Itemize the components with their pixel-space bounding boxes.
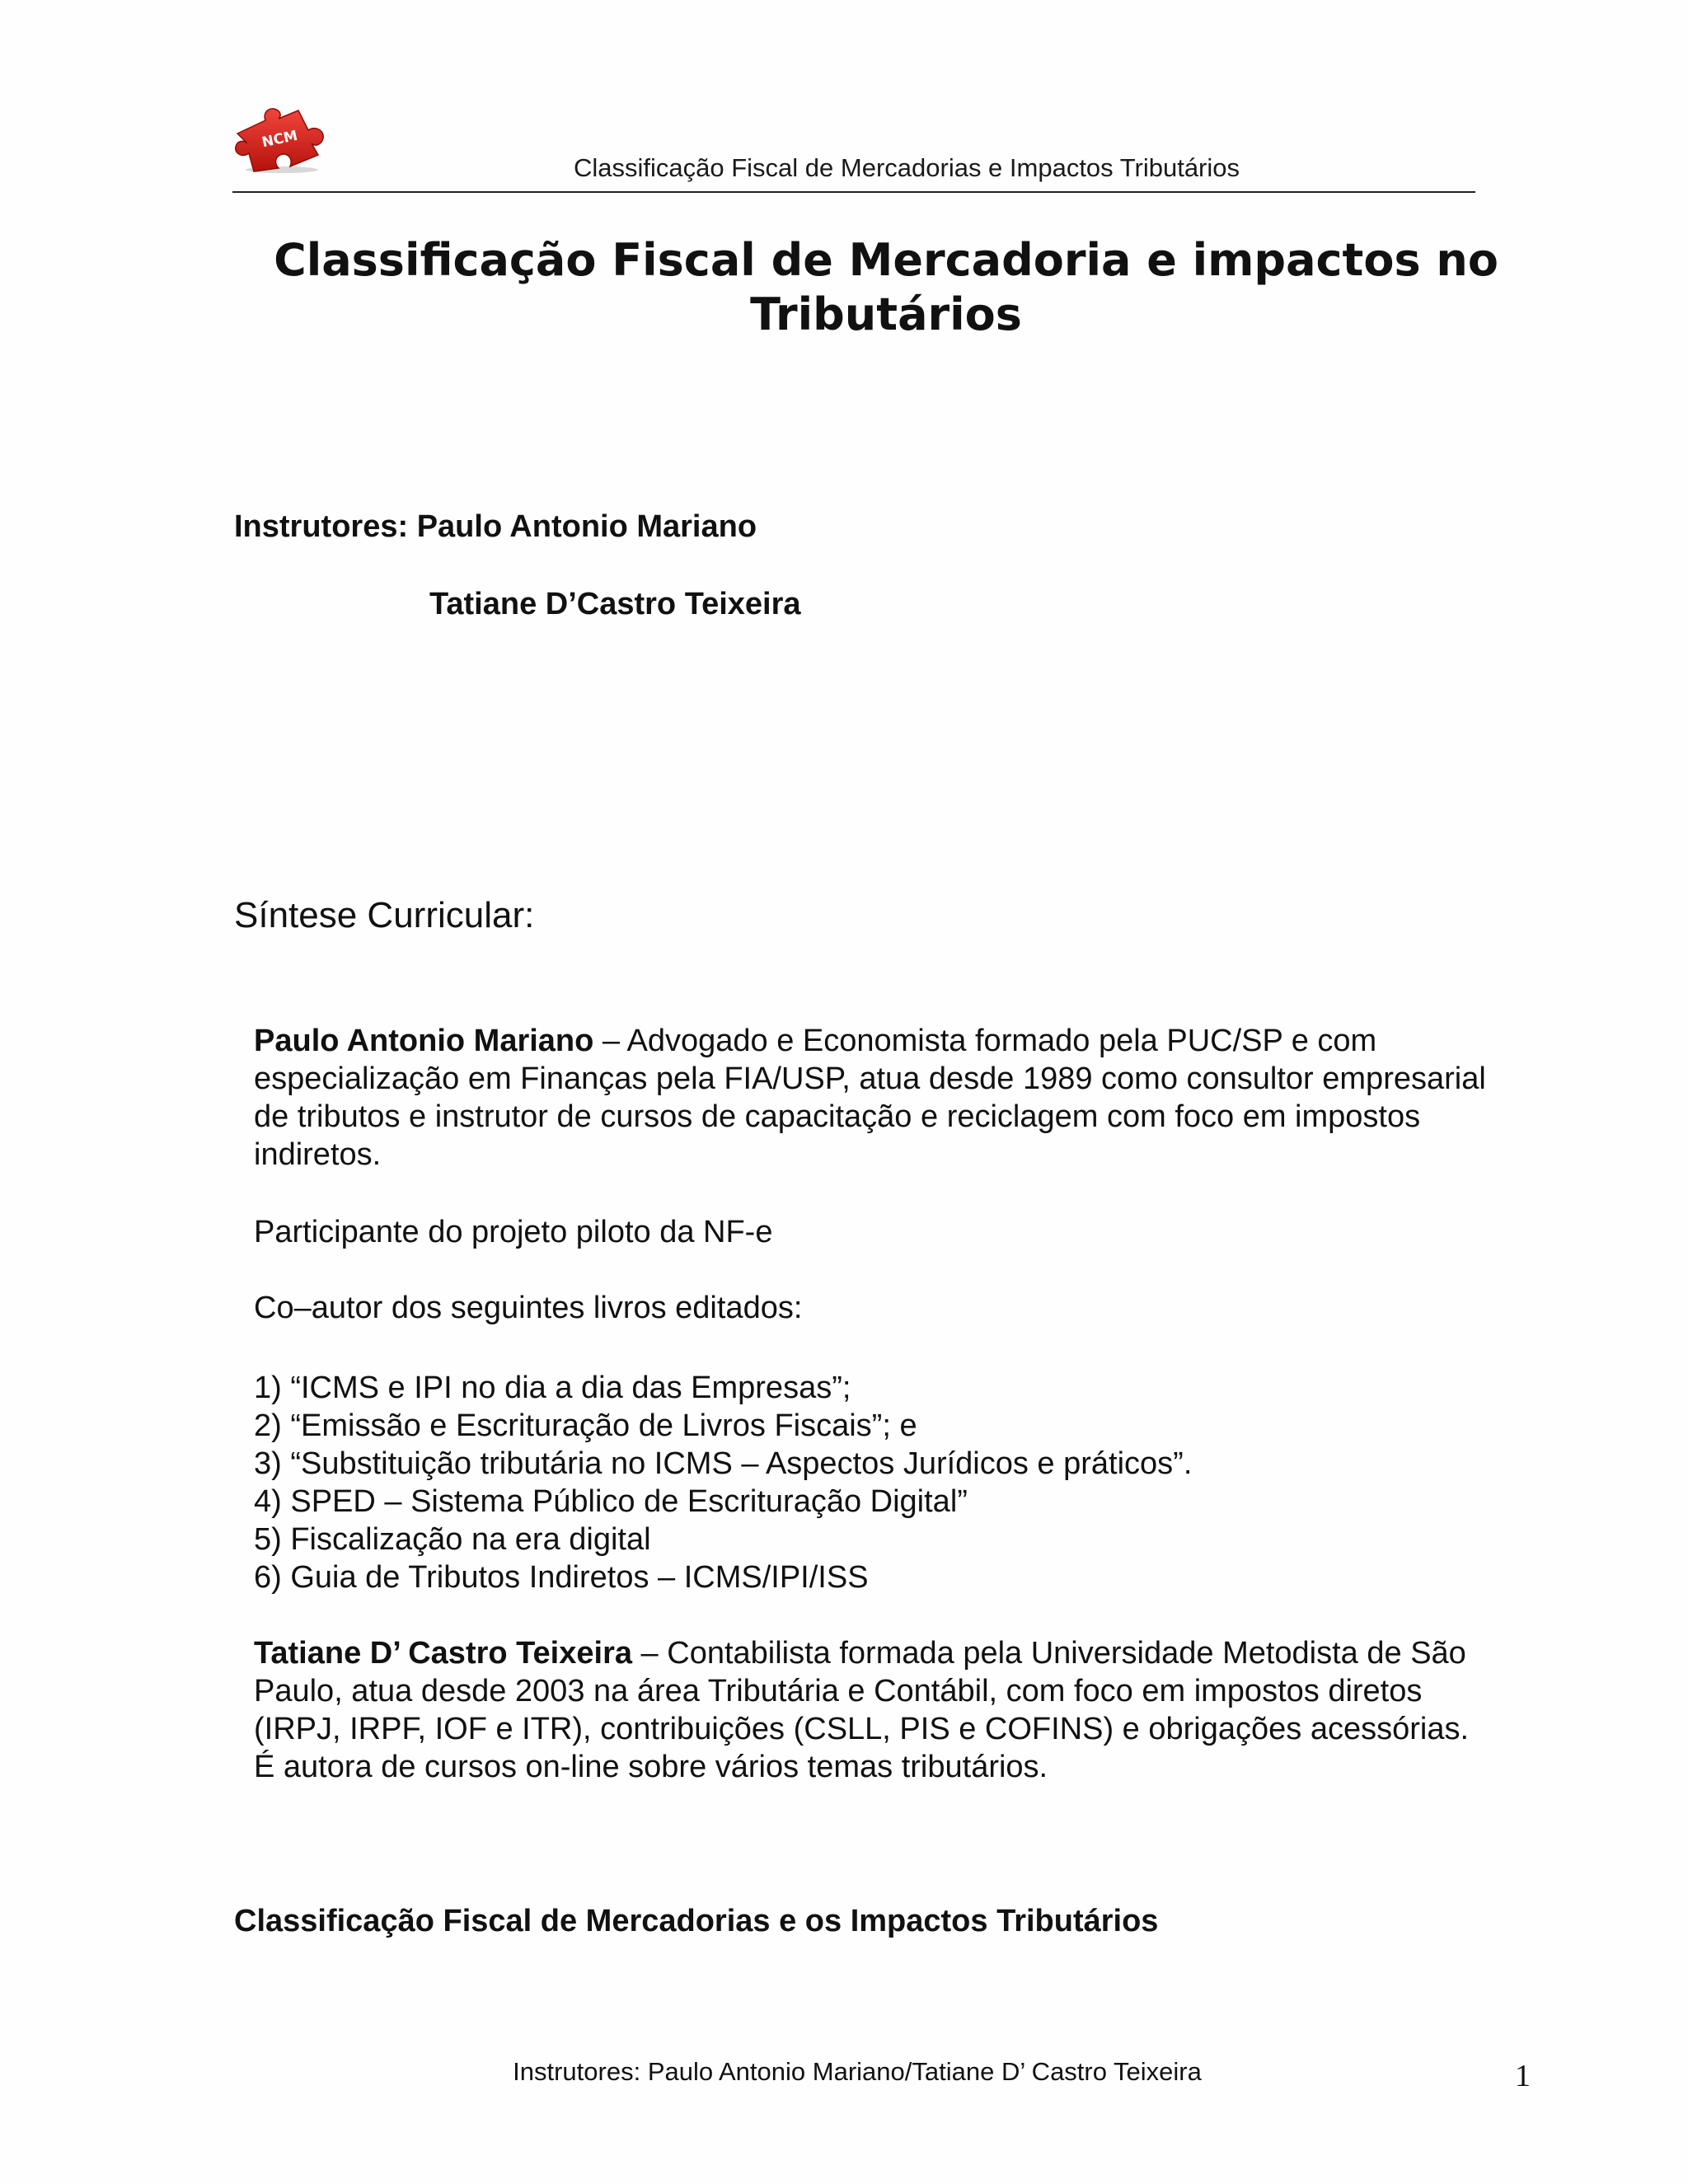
- books-list: [254, 1369, 1490, 1596]
- synthesis-heading: Síntese Curricular:: [234, 895, 535, 935]
- svg-text:NCM: NCM: [260, 127, 299, 152]
- header-divider: [232, 191, 1475, 193]
- puzzle-piece-icon: [232, 101, 330, 175]
- list-item: 1) “ICMS e IPI no dia a dia das Empresas”;: [254, 1371, 851, 1405]
- document-title: [247, 233, 1525, 342]
- document-title-line-2: Tributários: [750, 288, 1022, 340]
- list-item: 2) “Emissão e Escrituração de Livros Fiscais”; e: [254, 1408, 917, 1443]
- instructors-label: Instrutores: Paulo Antonio Mariano: [234, 509, 757, 544]
- instructor-second-name: Tatiane D’Castro Teixeira: [429, 587, 801, 621]
- page-number: 1: [1515, 2059, 1531, 2093]
- pilot-project-line: Participante do projeto piloto da NF-e: [254, 1215, 773, 1249]
- ncm-puzzle-logo: [232, 101, 330, 175]
- list-item: 4) SPED – Sistema Público de Escrituração Digital”: [254, 1484, 968, 1519]
- paulo-bio-text: – Advogado e Economista formado pela PUC/SP e com especialização em Finanças pela FIA/USP, atua desde 1989 como consultor empresarial de tributos e instrutor de cursos de capacitação e reciclagem com foco em impostos indiretos.: [254, 1024, 1486, 1172]
- paulo-name: Paulo Antonio Mariano: [254, 1024, 594, 1058]
- document-title-line-1: Classificação Fiscal de Mercadoria e impactos no: [274, 234, 1498, 286]
- section-heading: Classificação Fiscal de Mercadorias e os Impactos Tributários: [234, 1904, 1159, 1938]
- paulo-bio-paragraph: [254, 1022, 1490, 1174]
- running-header-title: Classificação Fiscal de Mercadorias e Impactos Tributários: [573, 153, 1240, 182]
- tatiane-bio-text: – Contabilista formada pela Universidade Metodista de São Paulo, atua desde 2003 na área Tributária e Contábil, com foco em impostos diretos (IRPJ, IRPF, IOF e ITR), contribuições (CSLL, PIS e COFINS) e obrigações acessórias. É autora de cursos on-line sobre vários temas tributários.: [254, 1636, 1470, 1784]
- running-footer: Instrutores: Paulo Antonio Mariano/Tatiane D’ Castro Teixeira: [513, 2057, 1202, 2086]
- list-item: 6) Guia de Tributos Indiretos – ICMS/IPI/ISS: [254, 1560, 869, 1595]
- list-item: 5) Fiscalização na era digital: [254, 1522, 651, 1557]
- tatiane-name: Tatiane D’ Castro Teixeira: [254, 1636, 632, 1671]
- tatiane-bio-paragraph: [254, 1634, 1490, 1786]
- coauthor-line: Co–autor dos seguintes livros editados:: [254, 1291, 803, 1325]
- list-item: 3) “Substituição tributária no ICMS – Aspectos Jurídicos e práticos”.: [254, 1446, 1193, 1481]
